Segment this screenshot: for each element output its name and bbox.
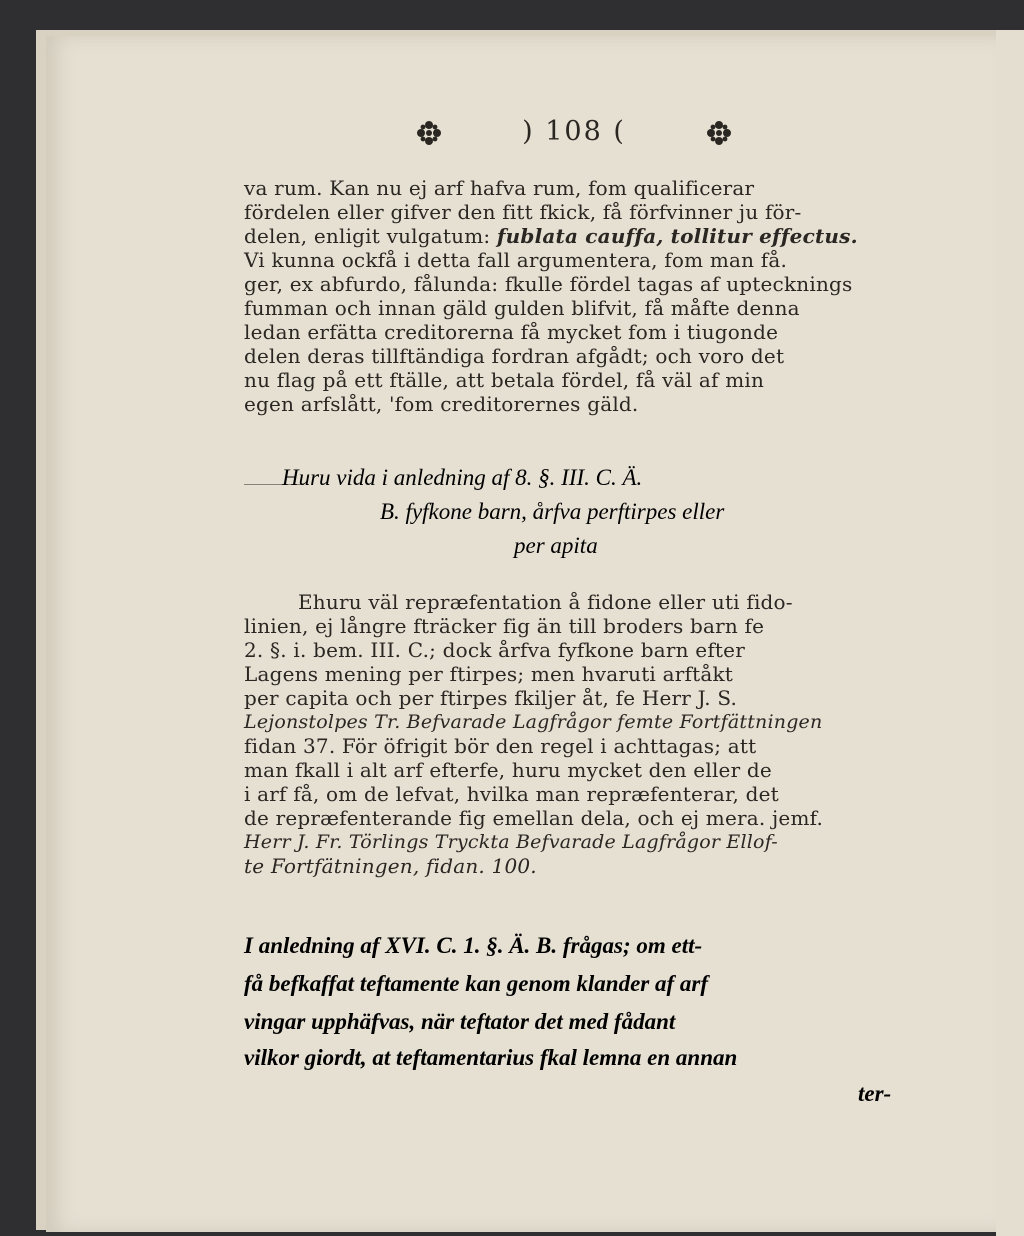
text-line: Vi kunna ockfå i detta fall argumentera, fom man få. (244, 248, 788, 272)
text-line: te Fortfätningen, fidan. 100. (244, 854, 537, 878)
text-line: Lagens mening per ftirpes; men hvaruti arftåkt (244, 662, 733, 686)
text-line: Ehuru väl repræfentation å fidone eller uti fido- (298, 590, 793, 614)
heading-line: vilkor giordt, at teftamentarius fkal lemna en annan (244, 1045, 738, 1070)
text-line: i arf få, om de lefvat, hvilka man repræfenterar, det (244, 782, 779, 806)
fleuron-icon (706, 120, 732, 146)
page-number: ) 108 ( (522, 116, 626, 147)
text-line: Lejonstolpes Tr. Befvarade Lagfrågor femte Fortfättningen (244, 711, 823, 733)
next-page-edge (996, 30, 1024, 1236)
text-line (244, 224, 906, 248)
heading-line: B. fyfkone barn, årfva perftirpes eller (380, 499, 725, 524)
latin-maxim: fublata cauffa, tollitur effectus. (496, 224, 858, 248)
catchword: ter- (858, 1081, 892, 1106)
text-line: man fkall i alt arf efterfe, huru mycket den eller de (244, 758, 772, 782)
running-header (404, 116, 744, 156)
heading-line: per apita (514, 533, 598, 558)
text-line: ger, ex abfurdo, fålunda: fkulle fördel tagas af uptecknings (244, 272, 853, 296)
text-line: fördelen eller gifver den fitt fkick, få förfvinner ju för- (244, 200, 802, 224)
text-line: delen deras tillftändiga fordran afgådt; och voro det (244, 344, 785, 368)
heading-line: vingar upphäfvas, när teftator det med fådant (244, 1009, 676, 1034)
text-line: 2. §. i. bem. III. C.; dock årfva fyfkone barn efter (244, 638, 745, 662)
text-line: per capita och per ftirpes fkiljer åt, fe Herr J. S. (244, 686, 738, 710)
text-line: ledan erfätta creditorerna få mycket fom i tiugonde (244, 320, 779, 344)
heading-line: I anledning af XVI. C. 1. §. Ä. B. frågas; om ett- (244, 933, 703, 958)
text-line: fumman och innan gäld gulden blifvit, få måfte denna (244, 296, 800, 320)
text-span: delen, enligit vulgatum: (244, 224, 497, 248)
text-line: de repræfenterande fig emellan dela, och ej mera. jemf. (244, 806, 824, 830)
text-line: va rum. Kan nu ej arf hafva rum, fom qualificerar (244, 176, 755, 200)
heading-line: Huru vida i anledning af 8. §. III. C. Ä. (282, 465, 643, 490)
fleuron-icon (416, 120, 442, 146)
text-line: Herr J. Fr. Törlings Tryckta Befvarade Lagfrågor Ellof- (244, 831, 778, 853)
text-line: linien, ej långre fträcker fig än till broders barn fe (244, 614, 765, 638)
text-line: egen arfslått, 'fom creditorernes gäld. (244, 392, 639, 416)
text-line: fidan 37. För öfrigit bör den regel i achttagas; att (244, 734, 757, 758)
heading-line: få befkaffat teftamente kan genom klander af arf (244, 971, 708, 996)
text-line: nu flag på ett ftälle, att betala fördel, få väl af min (244, 368, 765, 392)
